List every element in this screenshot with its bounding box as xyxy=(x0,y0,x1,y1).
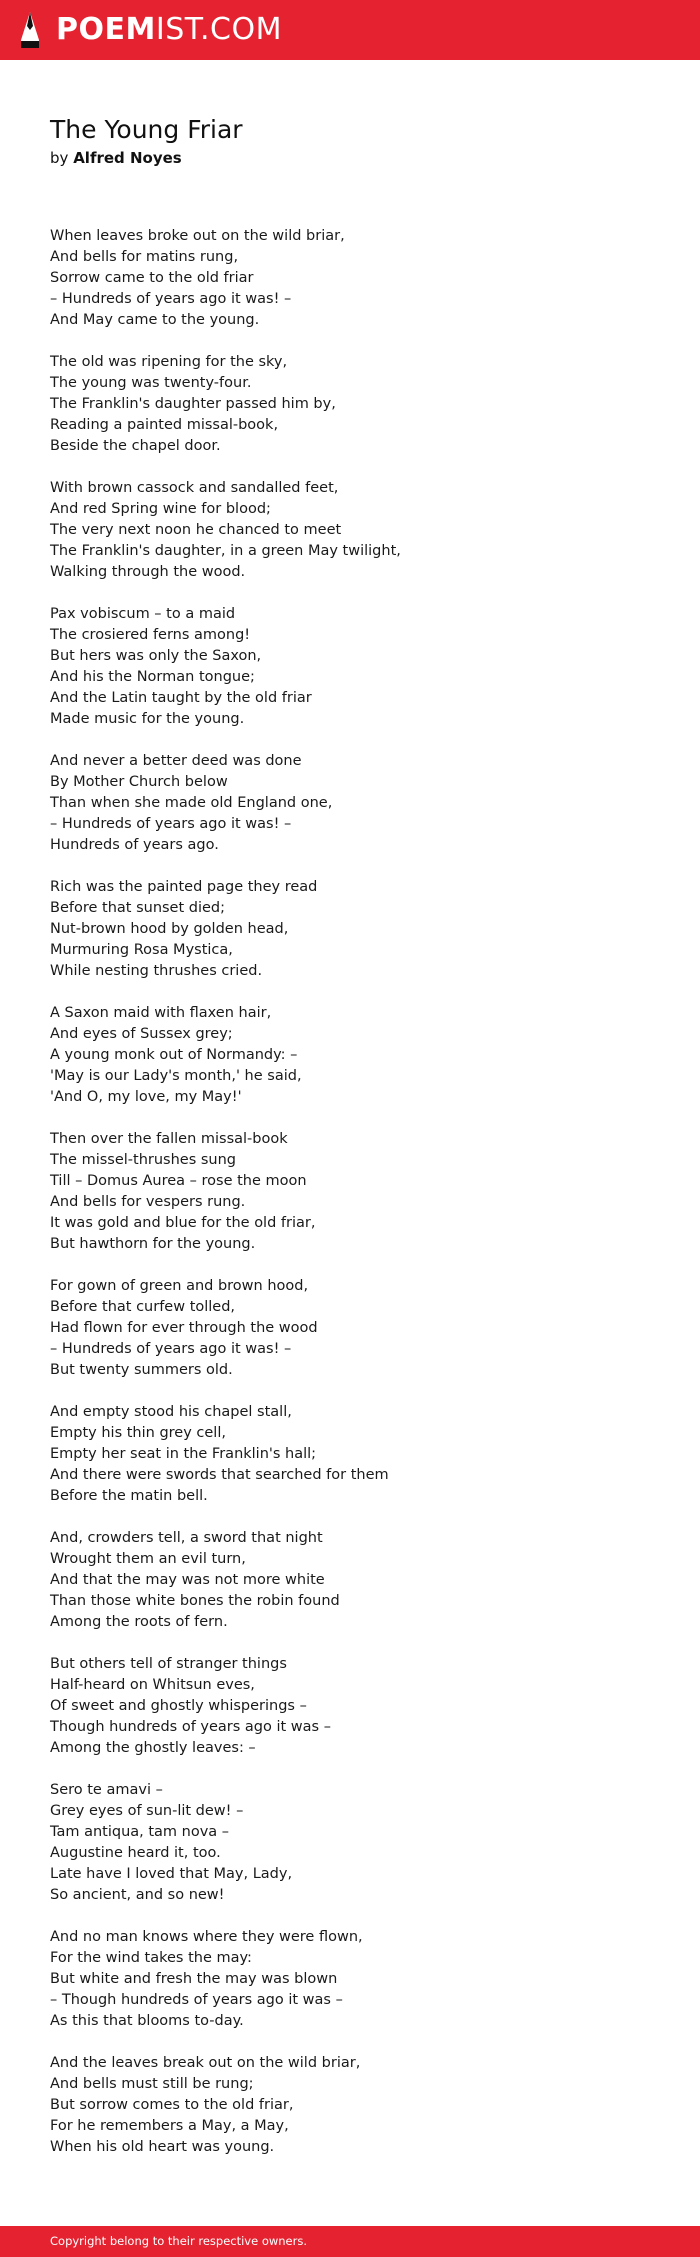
poem-line: With brown cassock and sandalled feet, xyxy=(50,480,339,496)
poem-line: Though hundreds of years ago it was – xyxy=(50,1719,331,1735)
poem-line: Tam antiqua, tam nova – xyxy=(50,1824,230,1840)
poem-line: Augustine heard it, too. xyxy=(50,1845,221,1861)
poem-line: – Hundreds of years ago it was! – xyxy=(50,291,292,307)
poem-line: But others tell of stranger things xyxy=(50,1656,287,1672)
poem-line: Before that sunset died; xyxy=(50,900,226,916)
logo-wordmark xyxy=(56,12,282,47)
poem-line: And the leaves break out on the wild briar, xyxy=(50,2055,361,2071)
poem-line: But hers was only the Saxon, xyxy=(50,648,262,664)
poem-line: For gown of green and brown hood, xyxy=(50,1278,309,1294)
poem-line: Before the matin bell. xyxy=(50,1488,208,1504)
poem-stanza xyxy=(50,226,660,331)
poem-line: But hawthorn for the young. xyxy=(50,1236,256,1252)
poem-line: And the Latin taught by the old friar xyxy=(50,690,312,706)
poem-line: Grey eyes of sun-lit dew! – xyxy=(50,1803,244,1819)
poem-line: Empty his thin grey cell, xyxy=(50,1425,226,1441)
poem-line: But sorrow comes to the old friar, xyxy=(50,2097,294,2113)
poem-line: – Hundreds of years ago it was! – xyxy=(50,1341,292,1357)
copyright-notice: Copyright belong to their respective owners. xyxy=(50,2234,308,2248)
poem-stanza xyxy=(50,1129,660,1255)
poem-line: For the wind takes the may: xyxy=(50,1950,252,1966)
poem-stanza xyxy=(50,1402,660,1507)
poem-line: Among the ghostly leaves: – xyxy=(50,1740,256,1756)
poem-line: While nesting thrushes cried. xyxy=(50,963,263,979)
poem-line: And red Spring wine for blood; xyxy=(50,501,271,517)
poem-line: And that the may was not more white xyxy=(50,1572,325,1588)
logo-light-part: IST.COM xyxy=(155,12,282,47)
poem-line: And empty stood his chapel stall, xyxy=(50,1404,292,1420)
poem-line: Before that curfew tolled, xyxy=(50,1299,236,1315)
poem-line: When leaves broke out on the wild briar, xyxy=(50,228,345,244)
poem-line: And eyes of Sussex grey; xyxy=(50,1026,233,1042)
poem-line: Pax vobiscum – to a maid xyxy=(50,606,236,622)
poem-line: And bells must still be rung; xyxy=(50,2076,254,2092)
poem-line: The missel-thrushes sung xyxy=(50,1152,237,1168)
poem-content xyxy=(50,113,660,2179)
poem-line: A Saxon maid with flaxen hair, xyxy=(50,1005,272,1021)
poem-line: And bells for matins rung, xyxy=(50,249,239,265)
poem-line: Wrought them an evil turn, xyxy=(50,1551,246,1567)
poem-line: Late have I loved that May, Lady, xyxy=(50,1866,293,1882)
poem-line: – Hundreds of years ago it was! – xyxy=(50,816,292,832)
poem-stanza xyxy=(50,352,660,457)
poem-line: 'And O, my love, my May!' xyxy=(50,1089,242,1105)
poem-line: Nut-brown hood by golden head, xyxy=(50,921,289,937)
poem-line: Than those white bones the robin found xyxy=(50,1593,340,1609)
poem-stanza xyxy=(50,1927,660,2032)
poem-stanza xyxy=(50,1003,660,1108)
site-footer xyxy=(0,2226,700,2257)
poem-body xyxy=(50,226,660,2158)
poem-line: And no man knows where they were flown, xyxy=(50,1929,363,1945)
by-label: by xyxy=(50,149,69,167)
poem-line: Of sweet and ghostly whisperings – xyxy=(50,1698,307,1714)
poem-line: The very next noon he chanced to meet xyxy=(50,522,342,538)
poem-line: So ancient, and so new! xyxy=(50,1887,225,1903)
poem-line: The Franklin's daughter, in a green May twilight, xyxy=(50,543,401,559)
poem-stanza xyxy=(50,751,660,856)
poem-line: And May came to the young. xyxy=(50,312,260,328)
poem-line: Had flown for ever through the wood xyxy=(50,1320,318,1336)
poem-line: And there were swords that searched for them xyxy=(50,1467,389,1483)
poem-byline xyxy=(50,148,660,168)
poem-line: Empty her seat in the Franklin's hall; xyxy=(50,1446,317,1462)
poem-line: 'May is our Lady's month,' he said, xyxy=(50,1068,302,1084)
poem-line: Made music for the young. xyxy=(50,711,245,727)
poem-line: And never a better deed was done xyxy=(50,753,302,769)
poem-line: And, crowders tell, a sword that night xyxy=(50,1530,323,1546)
poem-stanza xyxy=(50,1528,660,1633)
poem-line: Reading a painted missal-book, xyxy=(50,417,279,433)
poem-line: – Though hundreds of years ago it was – xyxy=(50,1992,343,2008)
poem-line: Then over the fallen missal-book xyxy=(50,1131,288,1147)
poem-stanza xyxy=(50,478,660,583)
poem-line: A young monk out of Normandy: – xyxy=(50,1047,298,1063)
poem-line: But twenty summers old. xyxy=(50,1362,233,1378)
site-logo-link[interactable] xyxy=(18,9,282,51)
poem-line: But white and fresh the may was blown xyxy=(50,1971,338,1987)
logo-bold-part: POEM xyxy=(56,12,156,47)
poem-line: Beside the chapel door. xyxy=(50,438,221,454)
poem-line: The old was ripening for the sky, xyxy=(50,354,288,370)
poem-line: The young was twenty-four. xyxy=(50,375,252,391)
poem-title: The Young Friar xyxy=(50,115,243,144)
poem-line: For he remembers a May, a May, xyxy=(50,2118,289,2134)
poem-stanza xyxy=(50,1654,660,1759)
poem-stanza xyxy=(50,604,660,730)
poem-line: And bells for vespers rung. xyxy=(50,1194,246,1210)
author-name[interactable]: Alfred Noyes xyxy=(73,149,182,167)
poem-line: Murmuring Rosa Mystica, xyxy=(50,942,233,958)
pen-nib-icon xyxy=(18,10,42,50)
poem-line: When his old heart was young. xyxy=(50,2139,275,2155)
poem-line: Rich was the painted page they read xyxy=(50,879,318,895)
poem-line: It was gold and blue for the old friar, xyxy=(50,1215,316,1231)
poem-stanza xyxy=(50,2053,660,2158)
poem-line: Sorrow came to the old friar xyxy=(50,270,254,286)
poem-line: Walking through the wood. xyxy=(50,564,246,580)
poem-stanza xyxy=(50,1276,660,1381)
site-header xyxy=(0,0,700,60)
poem-stanza xyxy=(50,877,660,982)
poem-line: Sero te amavi – xyxy=(50,1782,163,1798)
poem-line: Till – Domus Aurea – rose the moon xyxy=(50,1173,307,1189)
poem-line: Among the roots of fern. xyxy=(50,1614,228,1630)
poem-line: By Mother Church below xyxy=(50,774,228,790)
poem-line: Half-heard on Whitsun eves, xyxy=(50,1677,255,1693)
poem-line: Hundreds of years ago. xyxy=(50,837,219,853)
poem-line: Than when she made old England one, xyxy=(50,795,333,811)
poem-line: As this that blooms to-day. xyxy=(50,2013,244,2029)
poem-line: The crosiered ferns among! xyxy=(50,627,251,643)
poem-line: The Franklin's daughter passed him by, xyxy=(50,396,336,412)
poem-line: And his the Norman tongue; xyxy=(50,669,255,685)
poem-stanza xyxy=(50,1780,660,1906)
